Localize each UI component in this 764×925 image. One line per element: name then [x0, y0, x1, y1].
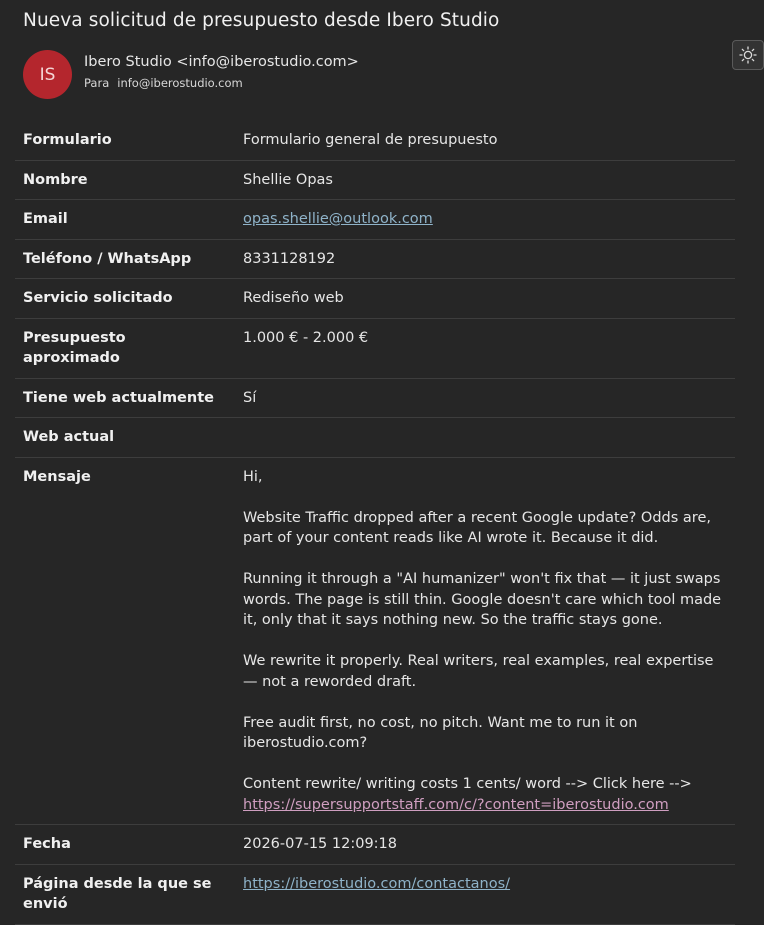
field-label: Servicio solicitado [15, 279, 235, 319]
field-label: Tiene web actualmente [15, 378, 235, 418]
field-label: Fecha [15, 825, 235, 865]
avatar-initials: IS [39, 64, 56, 85]
message-cta-text: Content rewrite/ writing costs 1 cents/ word --> Click here --> [243, 776, 692, 792]
sun-icon [739, 46, 757, 64]
table-row [15, 121, 735, 160]
field-value-web-actual [235, 418, 735, 458]
message-body [235, 457, 735, 825]
theme-toggle-button[interactable] [732, 40, 764, 70]
field-value-telefono: 8331128192 [235, 239, 735, 279]
field-value-fecha: 2026-07-15 12:09:18 [235, 825, 735, 865]
form-fields-table [15, 121, 735, 925]
table-row [15, 825, 735, 865]
message-link[interactable]: https://supersupportstaff.com/c/?content=iberostudio.com [243, 796, 669, 813]
source-page-link[interactable]: https://iberostudio.com/contactanos/ [243, 875, 511, 892]
sender-avatar [23, 50, 72, 99]
field-value-servicio: Rediseño web [235, 279, 735, 319]
table-row [15, 864, 735, 924]
table-row [15, 239, 735, 279]
field-label: Nombre [15, 160, 235, 200]
to-address[interactable]: info@iberostudio.com [117, 76, 243, 90]
field-label: Presupuesto aproximado [15, 318, 235, 378]
field-label: Teléfono / WhatsApp [15, 239, 235, 279]
message-paragraph-last [243, 774, 727, 815]
field-label: Web actual [15, 418, 235, 458]
field-label: Página desde la que se envió [15, 864, 235, 924]
table-row [15, 160, 735, 200]
sender[interactable]: Ibero Studio <info@iberostudio.com> [84, 54, 359, 70]
message-paragraph: Free audit first, no cost, no pitch. Want me to run it on iberostudio.com? [243, 714, 638, 751]
field-label: Mensaje [15, 457, 235, 825]
message-paragraph: Running it through a "AI humanizer" won't fix that — it just swaps words. The page is still thin. Google doesn't care which tool made it, only that it says nothing new. So the traffic stays gone. [243, 571, 722, 628]
table-row [15, 200, 735, 240]
field-label: Email [15, 200, 235, 240]
field-value-nombre: Shellie Opas [235, 160, 735, 200]
email-link[interactable]: opas.shellie@outlook.com [243, 211, 433, 227]
email-subject: Nueva solicitud de presupuesto desde Ibero Studio [23, 10, 500, 31]
table-row [15, 279, 735, 319]
field-value-formulario: Formulario general de presupuesto [235, 121, 735, 160]
to-label: Para [84, 76, 110, 90]
recipient-line [84, 76, 243, 90]
table-row [15, 378, 735, 418]
table-row [15, 457, 735, 825]
field-value-presupuesto: 1.000 € - 2.000 € [235, 318, 735, 378]
message-paragraph: Hi, [243, 468, 263, 485]
table-row [15, 418, 735, 458]
message-paragraph: We rewrite it properly. Real writers, real examples, real expertise — not a reworded draft. [243, 653, 714, 690]
message-paragraph: Website Traffic dropped after a recent Google update? Odds are, part of your content reads like AI wrote it. Because it did. [243, 509, 711, 546]
table-row [15, 318, 735, 378]
field-value-tiene-web: Sí [235, 378, 735, 418]
field-label: Formulario [15, 121, 235, 160]
